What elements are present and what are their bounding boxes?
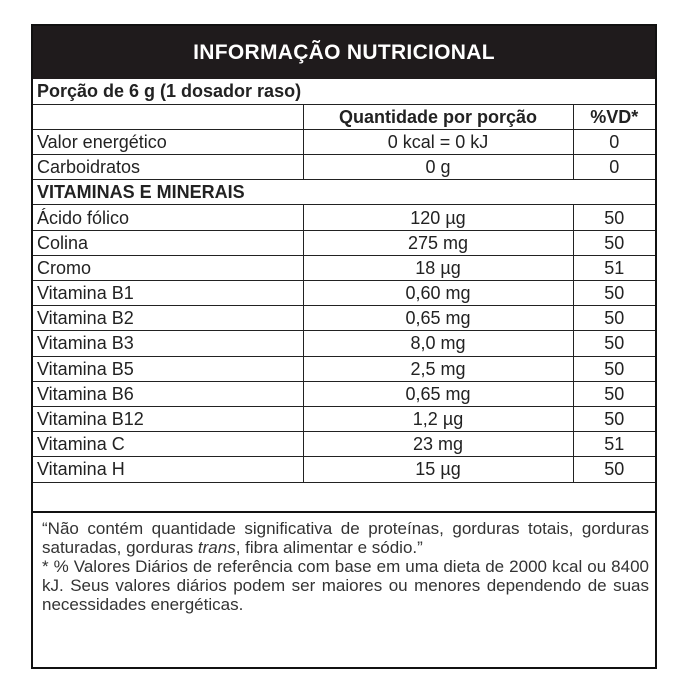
nutrient-quantity: 1,2 µg <box>303 406 573 431</box>
energy-row <box>33 129 655 154</box>
label-title: INFORMAÇÃO NUTRICIONAL <box>193 40 495 64</box>
nutrient-row <box>33 432 655 457</box>
header-blank-cell <box>33 104 303 129</box>
nutrient-dv: 50 <box>573 331 655 356</box>
nutrient-label: Vitamina B1 <box>33 281 303 306</box>
portion-text: Porção de 6 g (1 dosador raso) <box>33 79 655 104</box>
footnote-box <box>33 511 655 667</box>
nutrient-row <box>33 356 655 381</box>
carbs-label: Carboidratos <box>33 155 303 180</box>
nutrient-dv: 50 <box>573 406 655 431</box>
nutrient-row <box>33 457 655 482</box>
nutrient-quantity: 0,60 mg <box>303 281 573 306</box>
carbs-quantity: 0 g <box>303 155 573 180</box>
energy-quantity: 0 kcal = 0 kJ <box>303 129 573 154</box>
nutrient-label: Vitamina B12 <box>33 406 303 431</box>
nutrient-dv: 50 <box>573 381 655 406</box>
nutrient-dv: 51 <box>573 255 655 280</box>
nutrient-label: Vitamina C <box>33 432 303 457</box>
portion-row <box>33 79 655 104</box>
nutrient-quantity: 15 µg <box>303 457 573 482</box>
footnote-nutrients <box>42 519 649 557</box>
nutrient-dv: 50 <box>573 230 655 255</box>
nutrient-row <box>33 306 655 331</box>
nutrient-dv: 50 <box>573 205 655 230</box>
nutrient-label: Colina <box>33 230 303 255</box>
nutrient-quantity: 18 µg <box>303 255 573 280</box>
nutrient-label: Vitamina B5 <box>33 356 303 381</box>
nutrient-dv: 50 <box>573 457 655 482</box>
nutrient-dv: 50 <box>573 281 655 306</box>
nutrient-row <box>33 281 655 306</box>
footnote-text-before: “Não contém quantidade significativa de proteínas, gorduras totais, gorduras saturadas, gorduras <box>42 519 649 557</box>
nutrient-quantity: 2,5 mg <box>303 356 573 381</box>
nutrient-quantity: 8,0 mg <box>303 331 573 356</box>
nutrient-row <box>33 381 655 406</box>
carbs-dv: 0 <box>573 155 655 180</box>
nutrient-row <box>33 230 655 255</box>
nutrient-row <box>33 331 655 356</box>
energy-label: Valor energético <box>33 129 303 154</box>
header-row <box>33 104 655 129</box>
title-bar <box>33 26 655 79</box>
nutrient-label: Vitamina B6 <box>33 381 303 406</box>
quantity-header: Quantidade por porção <box>303 104 573 129</box>
energy-dv: 0 <box>573 129 655 154</box>
footnote-daily-values: * % Valores Diários de referência com base em uma dieta de 2000 kcal ou 8400 kJ. Seus valores diários podem ser maiores ou menores dependendo de suas necessidades energéticas. <box>42 557 649 614</box>
nutrient-row <box>33 406 655 431</box>
footnote-trans: trans <box>197 538 236 557</box>
nutrient-dv: 50 <box>573 356 655 381</box>
nutrient-label: Cromo <box>33 255 303 280</box>
nutrition-facts-label <box>31 24 657 669</box>
nutrient-quantity: 120 µg <box>303 205 573 230</box>
footnote-text-after: , fibra alimentar e sódio.” <box>235 538 423 557</box>
nutrient-quantity: 0,65 mg <box>303 306 573 331</box>
nutrient-label: Ácido fólico <box>33 205 303 230</box>
nutrient-row <box>33 255 655 280</box>
nutrition-table <box>33 79 655 483</box>
section-row <box>33 180 655 205</box>
nutrient-quantity: 275 mg <box>303 230 573 255</box>
nutrient-label: Vitamina B2 <box>33 306 303 331</box>
dv-header: %VD* <box>573 104 655 129</box>
nutrient-dv: 50 <box>573 306 655 331</box>
nutrient-quantity: 23 mg <box>303 432 573 457</box>
nutrient-row <box>33 205 655 230</box>
section-heading: VITAMINAS E MINERAIS <box>33 180 655 205</box>
carbs-row <box>33 155 655 180</box>
nutrient-label: Vitamina H <box>33 457 303 482</box>
nutrient-label: Vitamina B3 <box>33 331 303 356</box>
nutrient-quantity: 0,65 mg <box>303 381 573 406</box>
nutrient-dv: 51 <box>573 432 655 457</box>
